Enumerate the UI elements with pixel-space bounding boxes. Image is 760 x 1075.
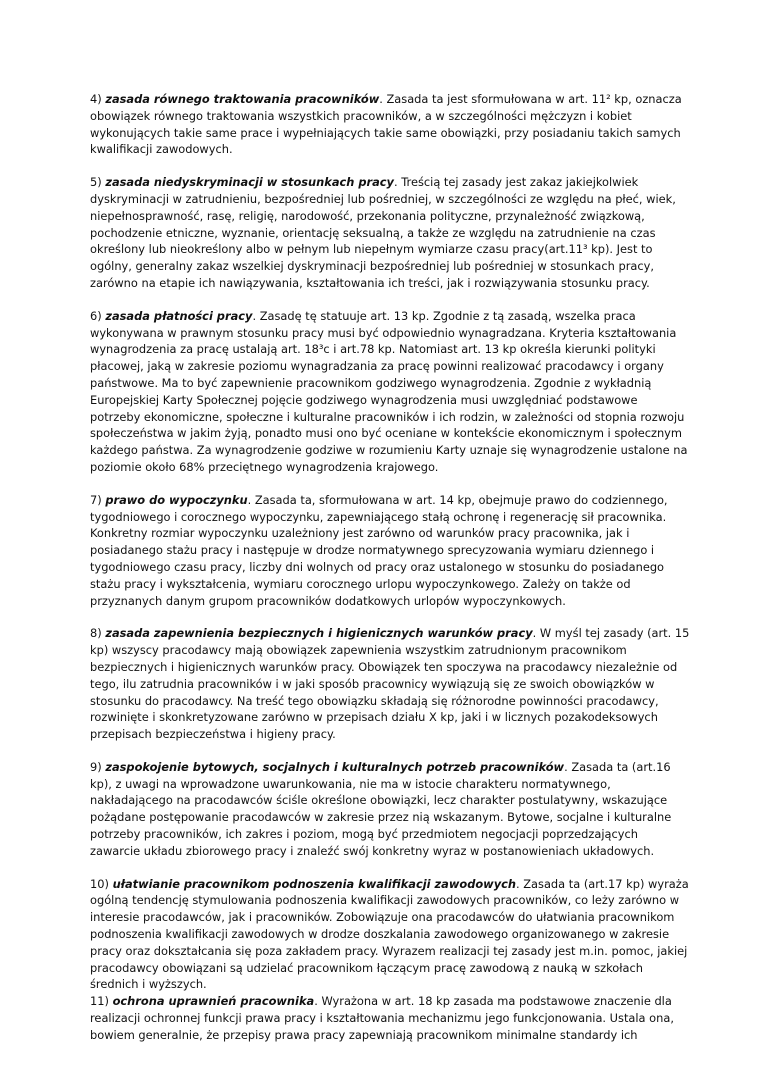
paragraph-number: 7) — [90, 492, 102, 507]
paragraph-number: 8) — [90, 626, 102, 641]
paragraph-number: 10) — [90, 876, 109, 891]
document-page — [90, 91, 690, 1044]
paragraph-number: 4) — [90, 92, 102, 106]
paragraph-text: . Zasadę tę statuuje art. 13 kp. Zgodnie z tą zasadą, wszelka praca wykonywana w prawnym stosunku pracy musi być odpowiednio wynagradzana. Kryteria kształtowania wynagrodzenia za pracę ustalają art. 18³c i art.78 kp. Natomiast art. 13 kp określa kierunki polityki płacowej, jaką w zakresie poziomu wynagradzania za pracę powinni realizować pracodawcy i organy państwowe. Ma to być zapewnienie pracownikom godziwego wynagrodzenia. Zgodnie z wykładnią Europejskiej Karty Społecznej pojęcie godziwego wynagrodzenia musi uwzględniać podstawowe potrzeby ekonomiczne, społeczne i kulturalne pracowników i ich rodzin, w zależności od stopnia rozwoju społeczeństwa w jakim żyją, ponadto musi ono być oceniane w kontekście ekonomicznym i społecznym każdego państwa. Za wynagrodzenie godziwe w rozumieniu Karty uznaje się wynagrodzenie ustalone na poziomie około 68% przeciętnego wynagrodzenia krajowego. — [90, 308, 688, 474]
paragraph-number: 6) — [90, 308, 102, 323]
paragraph-11 — [90, 993, 690, 1043]
paragraph-4 — [90, 91, 690, 158]
paragraph-6 — [90, 308, 690, 476]
principle-term: ułatwianie pracownikom podnoszenia kwalifikacji zawodowych — [112, 876, 516, 891]
paragraph-5 — [90, 174, 690, 292]
paragraph-text: . Wyrażona w art. 18 kp zasada ma podstawowe znaczenie dla realizacji ochronnej funkcji prawa pracy i kształtowania mechanizmu jego funkcjonowania. Ustala ona, bowiem generalnie, że przepisy prawa pracy zapewniają pracownikom minimalne standardy ich — [90, 994, 674, 1042]
principle-term: zaspokojenie bytowych, socjalnych i kulturalnych potrzeb pracowników — [105, 759, 565, 774]
principle-term: prawo do wypoczynku — [105, 492, 248, 507]
principle-term: zasada płatności pracy — [105, 308, 253, 323]
principle-term: zasada równego traktowania pracowników — [105, 92, 380, 106]
paragraph-text: . Zasada ta jest sformułowana w art. 11² kp, oznacza obowiązek równego traktowania wszystkich pracowników, a w szczególności mężczyzn i kobiet wykonujących takie same prace i wypełniających takie same obowiązki, przy posiadaniu takich samych kwalifikacji zawodowych. — [90, 92, 682, 157]
paragraph-text: . Zasada ta (art.17 kp) wyraża ogólną tendencję stymulowania podnoszenia kwalifikacji zawodowych pracowników, co leży zarówno w interesie pracodawców, jak i pracowników. Zobowiązuje ona pracodawców do ułatwiania pracownikom podnoszenia kwalifikacji zawodowych w drodze doszkalania zawodowego organizowanego w zakresie pracy oraz dokształcania się poza zakładem pracy. Wyrazem realizacji tej zasady jest m.in. pomoc, jakiej pracodawcy obowiązani są udzielać pracownikom łączącym pracę zawodową z nauką w szkołach średnich i wyższych. — [90, 876, 689, 992]
paragraph-number: 5) — [90, 175, 102, 190]
paragraph-number: 9) — [90, 759, 102, 774]
principle-term: zasada zapewnienia bezpiecznych i higienicznych warunków pracy — [105, 626, 533, 641]
principle-term: zasada niedyskryminacji w stosunkach pracy — [105, 175, 394, 190]
paragraph-text: . Zasada ta (art.16 kp), z uwagi na wprowadzone uwarunkowania, nie ma w istocie charakteru normatywnego, nakładającego na pracodawców ściśle określone obowiązki, lecz charakter postulatywny, wskazujące pożądane postępowanie pracodawców w zakresie przez nią wskazanym. Bytowe, socjalne i kulturalne potrzeby pracowników, ich zakres i poziom, mogą być przedmiotem negocjacji poprzedzających zawarcie układu zbiorowego pracy i znaleźć swój konkretny wyraz w postanowieniach układowych. — [90, 759, 672, 858]
paragraph-text: . Zasada ta, sformułowana w art. 14 kp, obejmuje prawo do codziennego, tygodniowego i corocznego wypoczynku, zapewniającego stałą ochronę i regenerację sił pracownika. Konkretny rozmiar wypoczynku uzależniony jest zarówno od warunków pracy pracownika, jak i posiadanego stażu pracy i następuje w drodze normatywnego sprecyzowania wymiaru dziennego i tygodniowego czasu pracy, liczby dni wolnych od pracy oraz ustalonego w stosunku do posiadanego stażu pracy i wykształcenia, wymiaru corocznego urlopu wypoczynkowego. Zależy on także od przyznanych danym grupom pracowników dodatkowych urlopów wypoczynkowych. — [90, 492, 668, 608]
paragraph-number: 11) — [90, 994, 109, 1009]
paragraph-10 — [90, 876, 690, 994]
paragraph-8 — [90, 625, 690, 743]
paragraph-text: . Treścią tej zasady jest zakaz jakiejkolwiek dyskryminacji w zatrudnieniu, bezpośredniej lub pośredniej, w szczególności ze względu na płeć, wiek, niepełnosprawność, rasę, religię, narodowość, przekonania polityczne, przynależność związkową, pochodzenie etniczne, wyznanie, orientację seksualną, a także ze względu na zatrudnienie na czas określony lub nieokreślony albo w pełnym lub niepełnym wymiarze czasu pracy(art.11³ kp). Jest to ogólny, generalny zakaz wszelkiej dyskryminacji bezpośredniej lub pośredniej w stosunkach pracy, zarówno na etapie ich nawiązywania, kształtowania ich treści, jak i rozwiązywania stosunku pracy. — [90, 175, 676, 290]
paragraph-text: . W myśl tej zasady (art. 15 kp) wszyscy pracodawcy mają obowiązek zapewnienia wszystkim zatrudnionym pracownikom bezpiecznych i higienicznych warunków pracy. Obowiązek ten spoczywa na pracodawcy niezależnie od tego, ilu zatrudnia pracowników i w jaki sposób pracownicy wywiązują się ze swoich obowiązków w stosunku do pracodawcy. Na treść tego obowiązku składają się różnorodne powinności pracodawcy, rozwinięte i skonkretyzowane zarówno w przepisach działu X kp, jaki i w licznych pozakodeksowych przepisach bezpieczeństwa i higieny pracy. — [90, 626, 690, 742]
paragraph-9 — [90, 759, 690, 860]
paragraph-7 — [90, 492, 690, 610]
principle-term: ochrona uprawnień pracownika — [112, 994, 315, 1009]
